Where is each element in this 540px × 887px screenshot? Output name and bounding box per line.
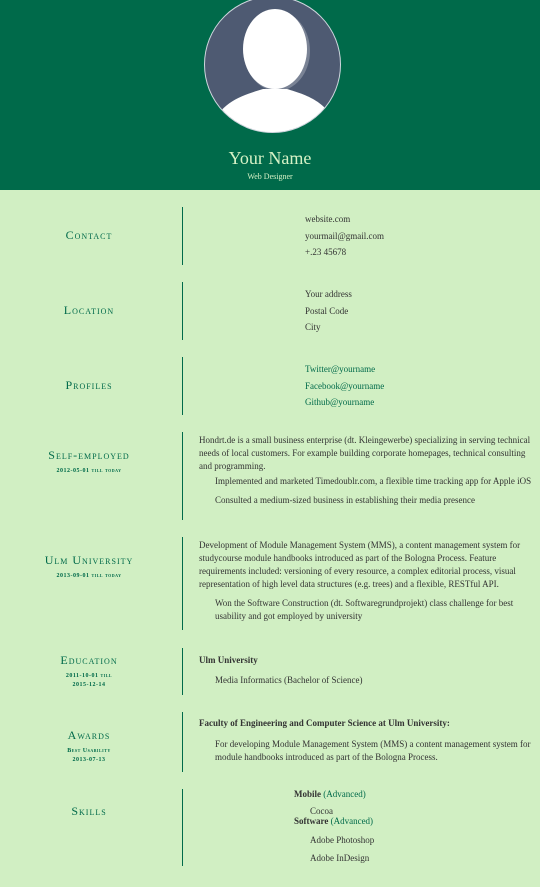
section-title: Contact	[65, 228, 113, 242]
description-line: and programming.	[199, 461, 266, 471]
award-description-line: For developing Module Management System (MMS) a content management system for	[215, 739, 531, 749]
avatar-placeholder-icon	[205, 0, 341, 133]
list-item: Won the Software Construction (dt. Softwaregrundprojekt) class challenge for best	[215, 598, 514, 608]
person-name: Your Name	[228, 148, 312, 168]
section-title: Awards	[67, 728, 111, 742]
description-line: needs of local customers. For example building corporate homepages, technical consulting	[199, 448, 526, 458]
description-line: Development of Module Management System (MMS), a content management system for	[199, 540, 521, 550]
contact-email[interactable]: yourmail@gmail.com	[305, 230, 385, 241]
section-title: Self-employed	[48, 448, 130, 462]
skill-item: Adobe InDesign	[310, 853, 370, 863]
section-divider	[182, 282, 183, 340]
section-title: Skills	[71, 804, 107, 818]
section-title: Ulm University	[44, 553, 134, 567]
skill-group-level: (Advanced)	[323, 789, 366, 799]
description-line: Hondrt.de is a small business enterprise (dt. Kleingewerbe) specializing in serving technical	[199, 435, 531, 445]
section-date: 2013-09-01 till today	[56, 573, 122, 579]
section-date-end: 2015-12-14	[72, 682, 106, 688]
skill-group-name: Software	[294, 816, 329, 826]
section-divider	[182, 207, 183, 265]
city: City	[305, 322, 321, 332]
contact-website[interactable]: website.com	[305, 214, 351, 224]
section-divider	[182, 432, 183, 520]
section-date-start: 2011-10-01 till	[65, 673, 113, 679]
skill-group-software	[294, 815, 374, 828]
address-line: Your address	[305, 289, 352, 299]
description-line: studycourse module handbooks introduced as part of the Bologna Process. Feature	[199, 553, 497, 563]
skill-item: Adobe Photoshop	[310, 835, 375, 845]
section-title: Education	[60, 653, 118, 667]
section-date: 2013-07-13	[72, 757, 106, 763]
skill-group-mobile	[294, 788, 374, 801]
list-item: Implemented and marketed Timedoublr.com, a flexible time tracking app for Apple iOS	[215, 476, 532, 486]
postal-code: Postal Code	[305, 305, 349, 316]
skill-group-level: (Advanced)	[330, 816, 374, 826]
section-title: Profiles	[65, 378, 113, 392]
section-date: 2012-05-01 till today	[56, 468, 122, 474]
award-institution: Faculty of Engineering and Computer Science at Ulm University:	[199, 718, 450, 728]
description-line: requirements included: versioning of every resource, a complex editorial process, visual	[199, 566, 516, 576]
section-title: Location	[63, 303, 115, 317]
section-divider	[182, 789, 183, 866]
description-line: representation of high level data structures (e.g. trees) and a flexible, RESTful API.	[199, 579, 499, 589]
skill-group-name: Mobile	[294, 789, 321, 799]
award-name: Best Usability	[67, 748, 111, 754]
twitter-link[interactable]: Twitter@yourname	[305, 364, 376, 374]
section-divider	[182, 357, 183, 415]
contact-phone[interactable]: +.23 45678	[305, 247, 347, 257]
avatar	[204, 0, 341, 133]
section-divider	[182, 537, 183, 630]
header	[0, 0, 540, 190]
job-title: Web Designer	[247, 172, 293, 181]
facebook-link[interactable]: Facebook@yourname	[305, 380, 385, 391]
section-divider	[182, 648, 183, 695]
list-item: usability and got employed by university	[215, 611, 363, 621]
award-description-line: module handbooks introduced as part of the Bologna Process.	[215, 752, 438, 762]
github-link[interactable]: Github@yourname	[305, 397, 375, 407]
skill-item: Cocoa	[310, 806, 333, 816]
education-degree: Media Informatics (Bachelor of Science)	[215, 675, 363, 685]
education-institution: Ulm University	[199, 655, 258, 665]
section-divider	[182, 712, 183, 772]
list-item: Consulted a medium-sized business in establishing their media presence	[215, 495, 475, 505]
